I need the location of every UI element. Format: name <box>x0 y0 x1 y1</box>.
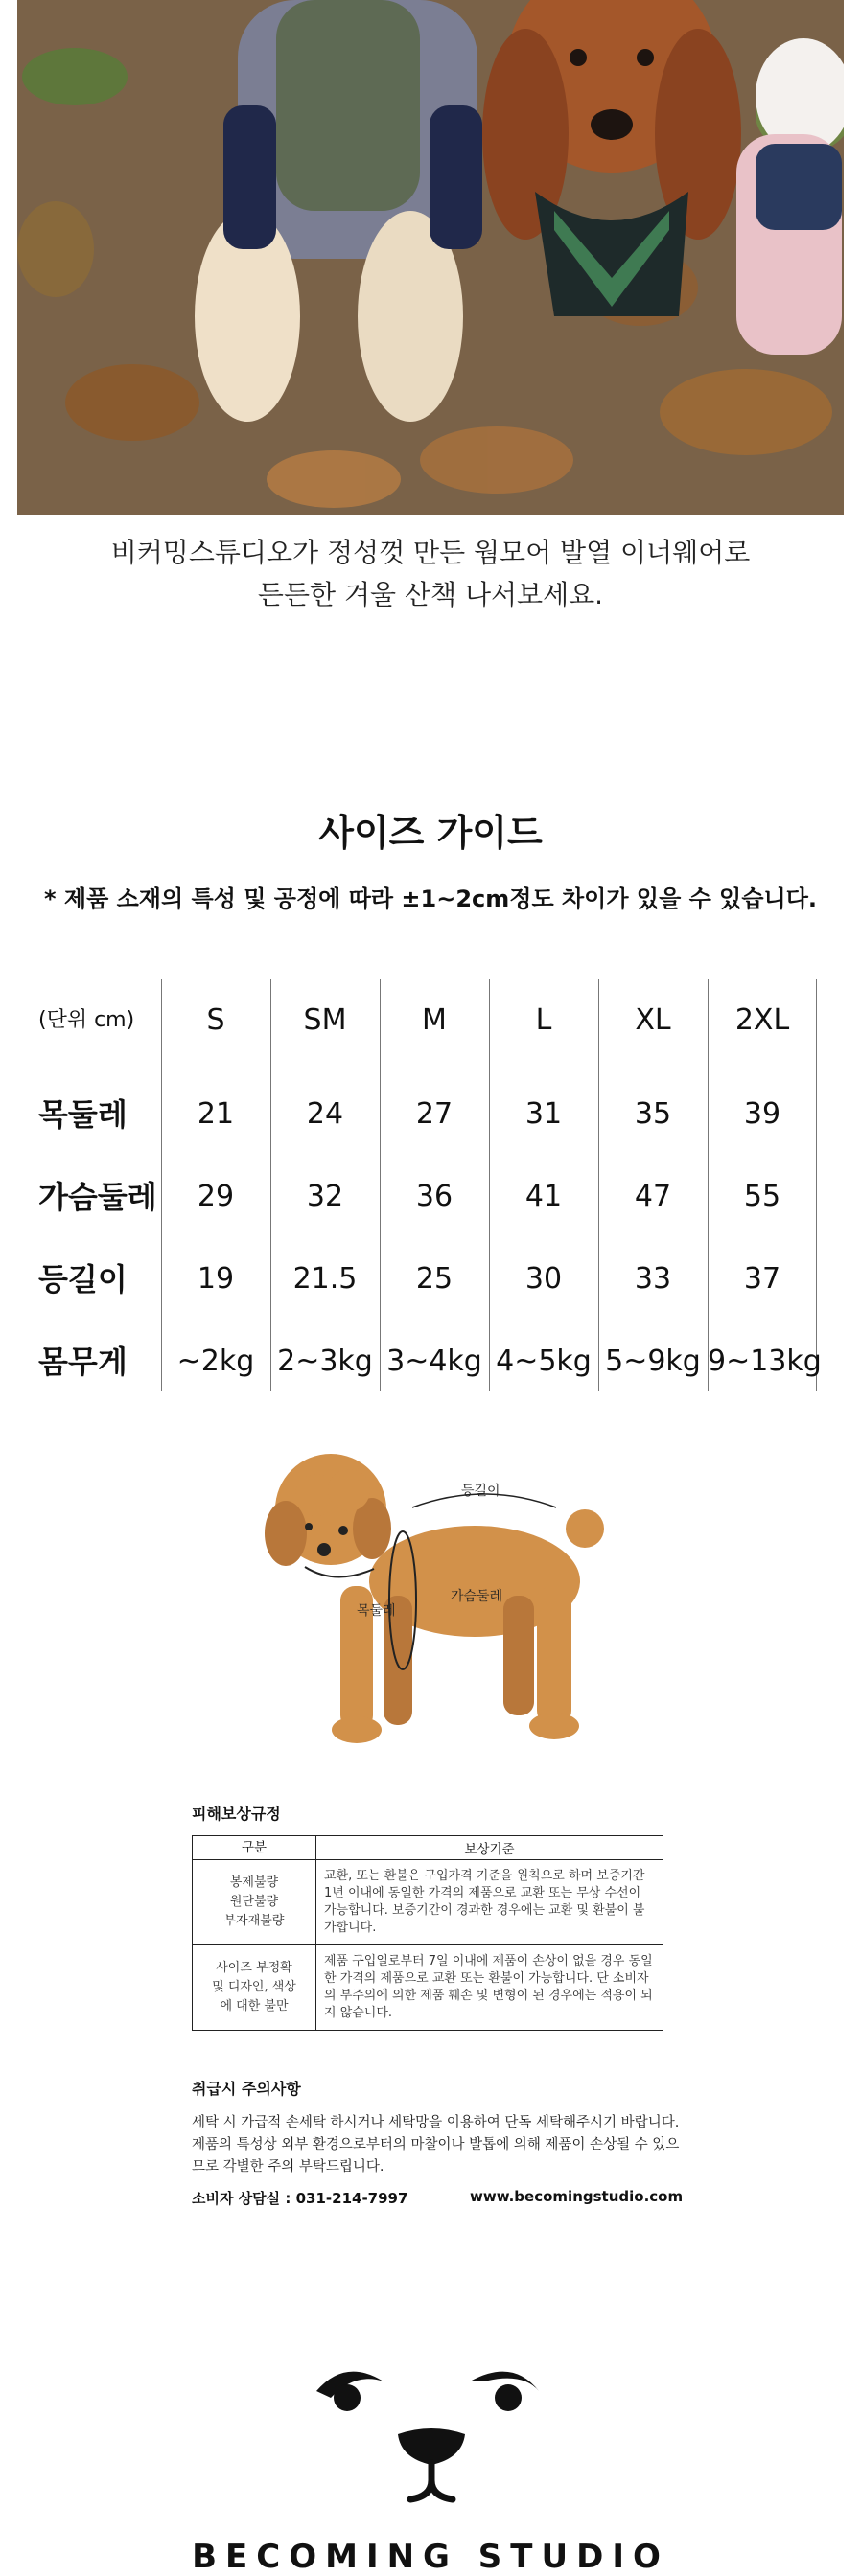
care-text: 세탁 시 가급적 손세탁 하시거나 세탁망을 이용하여 단독 세탁해주시기 바랍니다. 제품의 특성상 외부 환경으로부터의 마찰이나 발톱에 의해 제품이 손상될 수 있으므로 각별한 주의 부탁드립니다. <box>192 2115 680 2174</box>
policy-row <box>193 1945 663 2031</box>
policy-standard-cell: 교환, 또는 환불은 구입가격 기준을 원칙으로 하며 보증기간 1년 이내에 동일한 가격의 제품으로 교환 또는 무상 수선이 가능합니다. 보증기간이 경과한 경우에는 교환 및 환불이 불가합니다. <box>316 1860 663 1945</box>
size-header-cell: S <box>206 1003 225 1037</box>
size-value: 33 <box>634 1262 672 1296</box>
policy-type-cell <box>193 1945 316 2031</box>
size-value: 5~9kg <box>605 1345 701 1378</box>
policy-header-type: 구분 <box>193 1836 316 1860</box>
size-value: 31 <box>524 1097 563 1131</box>
chest-label: 가슴둘레 <box>451 1589 503 1604</box>
contact-info <box>192 2188 690 2208</box>
size-value: 4~5kg <box>496 1345 592 1378</box>
size-row-chest <box>38 1156 817 1238</box>
size-value: 30 <box>524 1262 563 1296</box>
row-label: 가슴둘레 <box>38 1179 157 1215</box>
row-label: 몸무게 <box>38 1344 128 1380</box>
policy-standard-cell: 제품 구입일로부터 7일 이내에 제품이 손상이 없을 경우 동일한 가격의 제품으로 교환 또는 환불이 가능합니다. 단 소비자의 부주의에 의한 제품 훼손 및 변형이 된 경우에는 적용이 되지 않습니다. <box>316 1945 663 2031</box>
policy-type-line: 부자재불량 <box>223 1914 285 1928</box>
back-length-label: 등길이 <box>461 1484 500 1499</box>
size-value: 21 <box>197 1097 235 1131</box>
size-value: 29 <box>197 1180 235 1213</box>
dogs-photo-illustration <box>17 0 844 515</box>
policy-title: 피해보상규정 <box>192 1805 281 1823</box>
size-value: 35 <box>634 1097 672 1131</box>
policy-type-line: 및 디자인, 색상 <box>212 1980 296 1994</box>
size-value: 36 <box>415 1180 454 1213</box>
size-header-cell: XL <box>635 1003 671 1037</box>
row-label: 목둘레 <box>38 1096 128 1133</box>
policy-row <box>193 1860 663 1945</box>
size-value: 27 <box>415 1097 454 1131</box>
caption <box>0 532 861 616</box>
size-header-cell: SM <box>303 1003 347 1037</box>
size-guide-note: * 제품 소재의 특성 및 공정에 따라 ±1~2cm정도 차이가 있을 수 있습니다. <box>43 886 818 912</box>
caption-line-2: 든든한 겨울 산책 나서보세요. <box>257 579 604 610</box>
policy-header-standard: 보상기준 <box>316 1836 663 1860</box>
neck-label: 목둘레 <box>357 1603 396 1619</box>
poodle-diagram-illustration <box>249 1442 614 1759</box>
size-value: 41 <box>524 1180 563 1213</box>
hero-photo <box>17 0 844 515</box>
dog-face-logo-icon <box>288 2338 575 2530</box>
phone-text: 소비자 상담실 : 031-214-7997 <box>192 2190 408 2207</box>
policy-table <box>192 1835 663 2031</box>
care-instructions <box>192 2077 690 2178</box>
size-value: 2~3kg <box>277 1345 373 1378</box>
size-value: 37 <box>743 1262 781 1296</box>
compensation-policy <box>192 1802 671 2020</box>
size-guide-title: 사이즈 가이드 <box>318 812 543 854</box>
size-value: 32 <box>306 1180 344 1213</box>
size-value: 25 <box>415 1262 454 1296</box>
size-value: 19 <box>197 1262 235 1296</box>
size-value: 39 <box>743 1097 781 1131</box>
policy-type-cell <box>193 1860 316 1945</box>
size-table <box>38 979 822 1392</box>
policy-type-line: 사이즈 부정확 <box>216 1961 292 1975</box>
row-label: 등길이 <box>38 1261 128 1298</box>
size-value: 3~4kg <box>386 1345 482 1378</box>
size-row-neck <box>38 1073 817 1156</box>
size-value: 24 <box>306 1097 344 1131</box>
size-value: 21.5 <box>292 1262 358 1296</box>
policy-type-line: 봉제불량 <box>229 1875 279 1890</box>
size-header-row <box>38 979 817 1062</box>
brand-logo <box>288 2338 575 2563</box>
policy-type-line: 원단불량 <box>229 1895 279 1909</box>
policy-type-line: 에 대한 불만 <box>220 1999 289 2013</box>
size-value: 47 <box>634 1180 672 1213</box>
measurement-diagram <box>249 1442 614 1759</box>
size-row-weight <box>38 1321 822 1403</box>
caption-line-1: 비커밍스튜디오가 정성껏 만든 웜모어 발열 이너웨어로 <box>110 537 751 568</box>
size-header-cell: L <box>535 1003 552 1037</box>
unit-label: (단위 cm) <box>38 1008 135 1032</box>
size-header-cell: M <box>422 1003 447 1037</box>
brand-name: BECOMING STUDIO <box>192 2538 669 2576</box>
size-value: ~2kg <box>176 1345 255 1378</box>
care-title: 취급시 주의사항 <box>192 2080 301 2098</box>
size-value: 9~13kg <box>708 1345 822 1378</box>
size-header-cell: 2XL <box>734 1003 790 1037</box>
website-link[interactable]: www.becomingstudio.com <box>470 2188 684 2205</box>
size-row-back <box>38 1238 817 1321</box>
size-value: 55 <box>743 1180 781 1213</box>
